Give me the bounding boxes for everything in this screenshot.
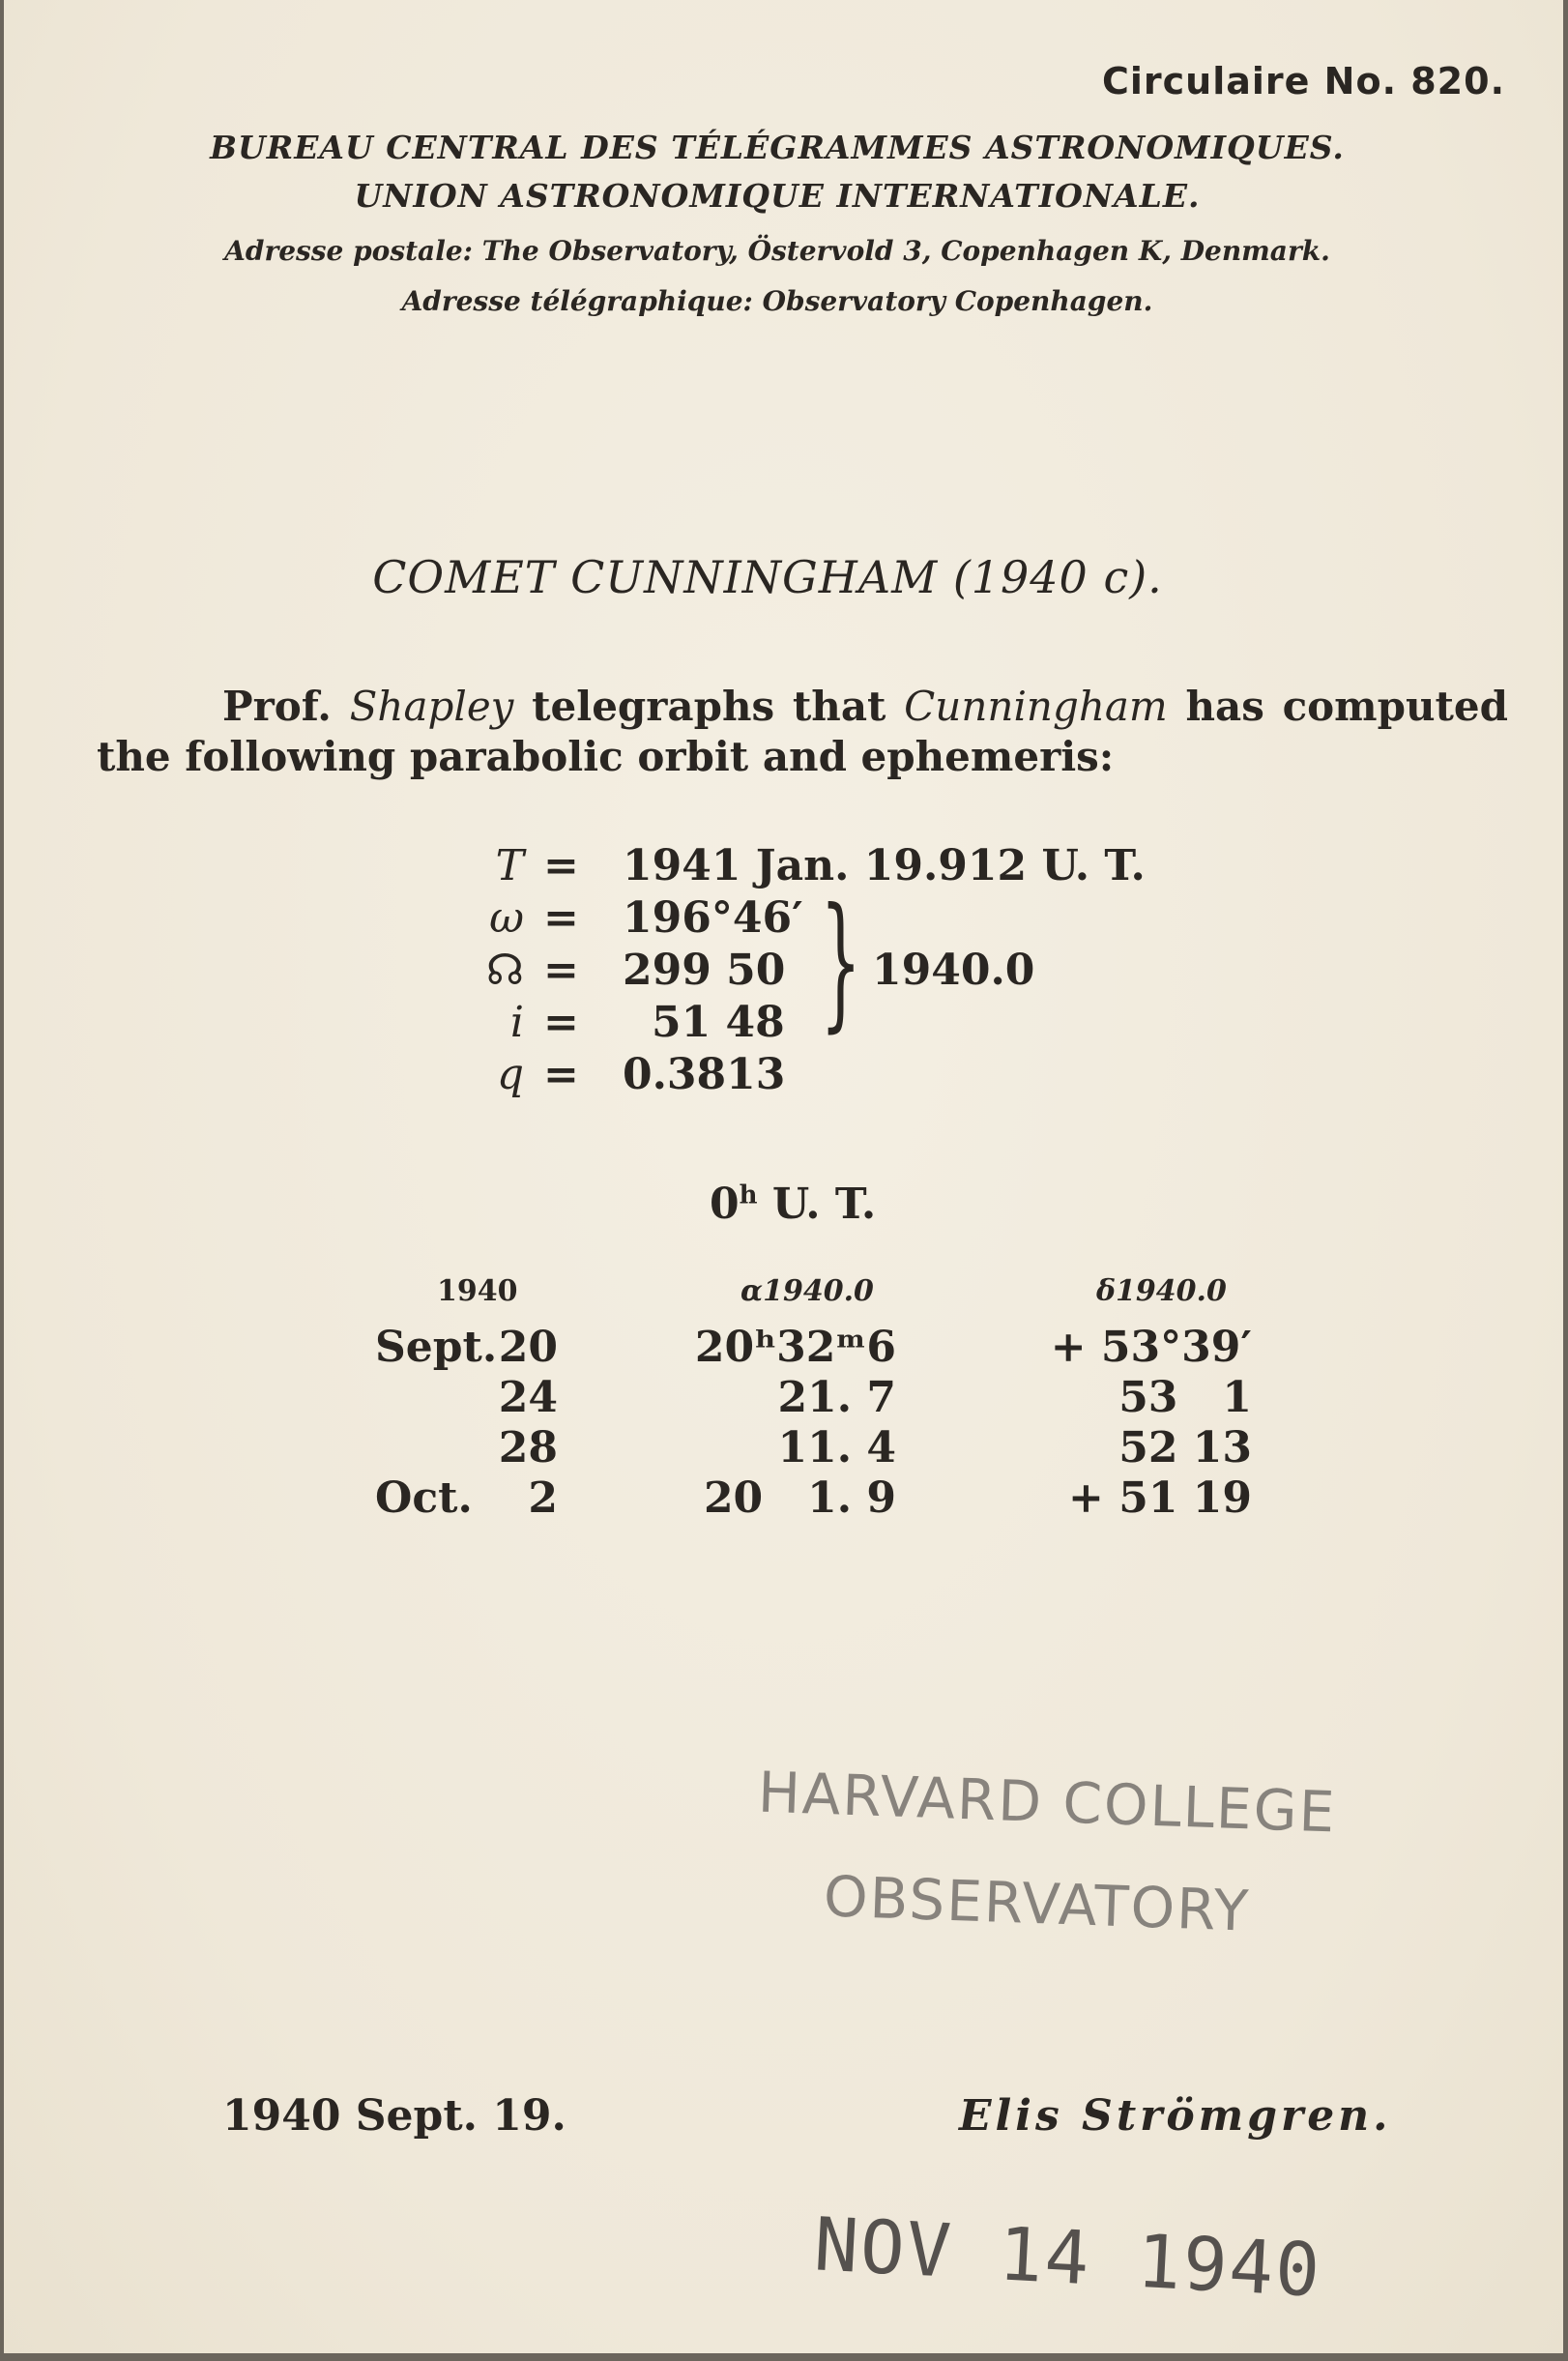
time-label: 0 <box>710 1180 740 1229</box>
telegraph-address: Observatory Copenhagen. <box>762 285 1153 317</box>
para-word: Prof. <box>222 683 332 730</box>
row-day: 28 <box>498 1423 558 1472</box>
sym-node: ☊ <box>485 946 524 995</box>
row-delta: + 53°39′ <box>1050 1323 1252 1372</box>
eq-sign: = <box>543 998 579 1047</box>
postal-address: The Observatory, Östervold 3, Copenhagen K, Denmark. <box>481 235 1330 267</box>
postal-label: Adresse postale: <box>224 235 473 267</box>
harvard-stamp-line1: HARVARD COLLEGE <box>756 1759 1338 1846</box>
para-word: telegraphs that <box>532 683 886 730</box>
para-name-cunningham: Cunningham <box>904 683 1168 730</box>
circular-number: Circulaire No. 820. <box>1102 60 1505 102</box>
val-i: 51 48 <box>652 998 785 1047</box>
time-suffix: U. T. <box>771 1180 877 1229</box>
row-month: Sept. <box>375 1323 498 1372</box>
val-q: 0.3813 <box>623 1050 786 1099</box>
val-omega: 196°46′ <box>623 893 803 943</box>
orbit-elements <box>4 0 1563 2353</box>
issue-date: 1940 Sept. 19. <box>222 2091 566 2141</box>
time-sup: h <box>739 1180 758 1210</box>
comet-designation: (1940 c). <box>952 551 1163 603</box>
row-alpha: 20ʰ32ᵐ6 <box>694 1323 896 1372</box>
equinox-value: 1940.0 <box>872 946 1035 995</box>
signature: Elis Strömgren. <box>959 2091 1392 2141</box>
sym-q: q <box>496 1050 524 1099</box>
col-header-alpha: α1940.0 <box>740 1274 874 1308</box>
sym-i: i <box>509 998 524 1047</box>
sym-T: T <box>495 841 524 890</box>
sym-omega: ω <box>489 893 524 943</box>
telegraph-label: Adresse télégraphique: <box>401 285 753 317</box>
eq-sign: = <box>543 893 579 943</box>
val-T: 1941 Jan. 19.912 U. T. <box>623 841 1146 890</box>
ephemeris-time-label <box>710 1180 876 1229</box>
row-delta: 52 13 <box>1118 1423 1252 1472</box>
row-month: Oct. <box>375 1473 473 1523</box>
row-day: 2 <box>528 1473 558 1523</box>
para-word: has computed the following parabolic orbit and ephemeris: <box>97 683 1508 780</box>
row-day: 20 <box>498 1323 558 1372</box>
para-name-shapley: Shapley <box>349 683 514 730</box>
bureau-header: BUREAU CENTRAL DES TÉLÉGRAMMES ASTRONOMIQUES. <box>210 129 1345 166</box>
circular-card <box>4 0 1563 2353</box>
right-brace-icon: } <box>820 878 862 1046</box>
row-alpha: 11. 4 <box>777 1423 896 1472</box>
row-alpha: 20 1. 9 <box>703 1473 896 1523</box>
row-day: 24 <box>498 1373 558 1422</box>
col-header-year: 1940 <box>437 1274 518 1308</box>
union-header: UNION ASTRONOMIQUE INTERNATIONALE. <box>354 177 1201 215</box>
eq-sign: = <box>543 1050 579 1099</box>
row-delta: 53 1 <box>1118 1373 1252 1422</box>
eq-sign: = <box>543 946 579 995</box>
val-node: 299 50 <box>623 946 786 995</box>
received-date-stamp: NOV 14 1940 <box>812 2201 1324 2314</box>
comet-name: COMET CUNNINGHAM <box>372 551 939 603</box>
row-alpha: 21. 7 <box>777 1373 896 1422</box>
eq-sign: = <box>543 841 579 890</box>
harvard-stamp-line2: OBSERVATORY <box>822 1863 1252 1944</box>
col-header-delta: δ1940.0 <box>1096 1274 1227 1308</box>
row-delta: + 51 19 <box>1068 1473 1252 1523</box>
